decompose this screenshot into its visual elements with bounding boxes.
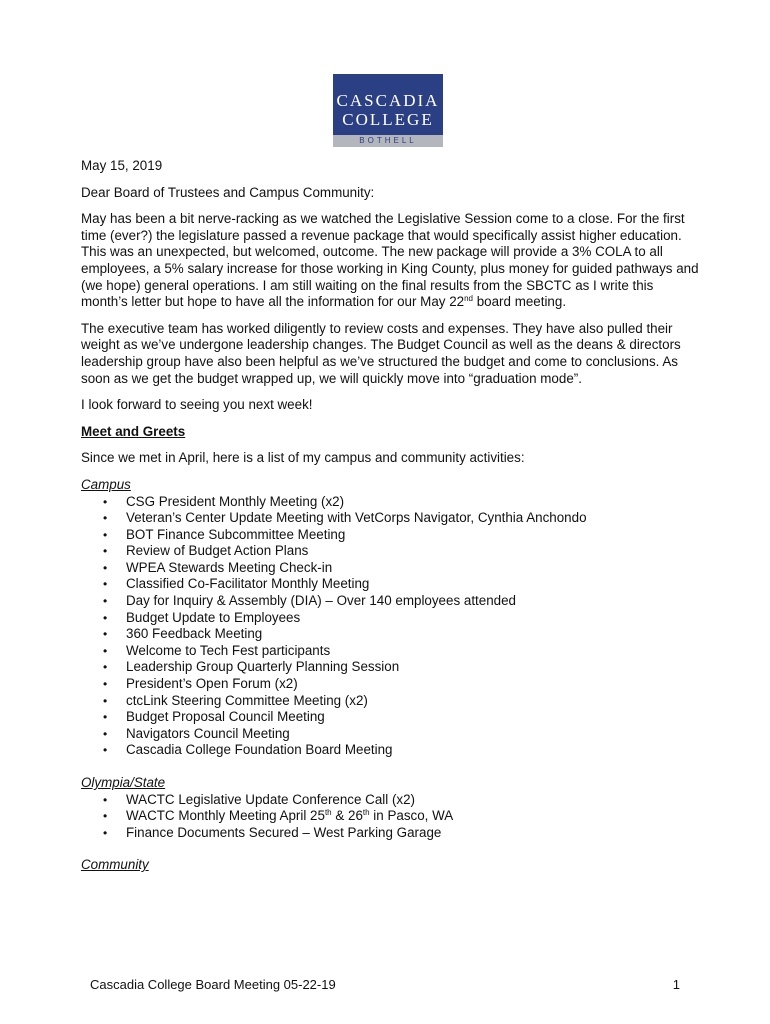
page-number: 1 [672, 977, 680, 992]
list-item: • WPEA Stewards Meeting Check-in [103, 559, 333, 575]
list-item: • Day for Inquiry & Assembly (DIA) – Over 140 employees attended [103, 593, 516, 609]
list-item: • ctcLink Steering Committee Meeting (x2) [103, 692, 368, 708]
paragraph-closing: I look forward to seeing you next week! [81, 397, 313, 413]
subheading-campus: Campus [81, 476, 131, 492]
list-item: • Cascadia College Foundation Board Meeting [103, 742, 393, 758]
list-item: • WACTC Legislative Update Conference Call (x2) [103, 791, 416, 807]
logo-line-1: CASCADIA [336, 91, 440, 110]
olympia-activity-list [81, 792, 701, 842]
letter-date: May 15, 2019 [81, 158, 163, 173]
list-item: • Veteran’s Center Update Meeting with VetCorps Navigator, Cynthia Anchondo [103, 510, 587, 526]
list-item: • Leadership Group Quarterly Planning Session [103, 659, 400, 675]
campus-activity-list [81, 494, 701, 760]
college-logo [333, 74, 443, 147]
list-item: • Welcome to Tech Fest participants [103, 642, 331, 658]
list-item: • CSG President Monthly Meeting (x2) [103, 493, 345, 509]
list-item: • Budget Update to Employees [103, 609, 301, 625]
page-footer [90, 977, 690, 994]
list-item: • 360 Feedback Meeting [103, 626, 263, 642]
list-item: • Finance Documents Secured – West Parking Garage [103, 824, 442, 840]
paragraph-legislative: May has been a bit nerve-racking as we watched the Legislative Session come to a close. For the first time (ever?) the legislature passed a revenue package that would specifically assist higher education. This was an unexpected, but welcomed, outcome. The new package will provide a 3% COLA to all employees, a 5% salary increase for those working in King County, plus money for guided pathways and (we hope) general operations. I am still waiting on the final results from the SBCTC as I write this month’s letter but hope to have all the information for our May 22nd board meeting. [81, 211, 699, 310]
list-item: • Review of Budget Action Plans [103, 543, 309, 559]
activities-intro: Since we met in April, here is a list of my campus and community activities: [81, 450, 525, 466]
list-item: • Classified Co-Facilitator Monthly Meeting [103, 576, 370, 592]
salutation: Dear Board of Trustees and Campus Community: [81, 184, 375, 200]
list-item: • Navigators Council Meeting [103, 725, 290, 741]
footer-text: Cascadia College Board Meeting 05-22-19 [90, 977, 336, 992]
list-item: • Budget Proposal Council Meeting [103, 709, 325, 725]
list-item: • President’s Open Forum (x2) [103, 676, 298, 692]
subheading-olympia-state: Olympia/State [81, 775, 166, 790]
logo-subtitle: BOTHELL [333, 135, 443, 147]
paragraph-executive-team: The executive team has worked diligently to review costs and expenses. They have also pulled their weight as we’ve undergone leadership changes. The Budget Council as well as the deans & directors leadership group have also been helpful as we’ve structured the budget and come to conclusions. As soon as we get the budget wrapped up, we will quickly move into “graduation mode”. [81, 320, 681, 386]
subheading-community: Community [81, 857, 149, 873]
letter-body [81, 158, 701, 874]
list-item: • WACTC Monthly Meeting April 25th & 26th in Pasco, WA [103, 808, 454, 824]
list-item: • BOT Finance Subcommittee Meeting [103, 526, 346, 542]
section-heading-meet-and-greets: Meet and Greets [81, 423, 186, 439]
logo-line-2: COLLEGE [342, 110, 434, 129]
